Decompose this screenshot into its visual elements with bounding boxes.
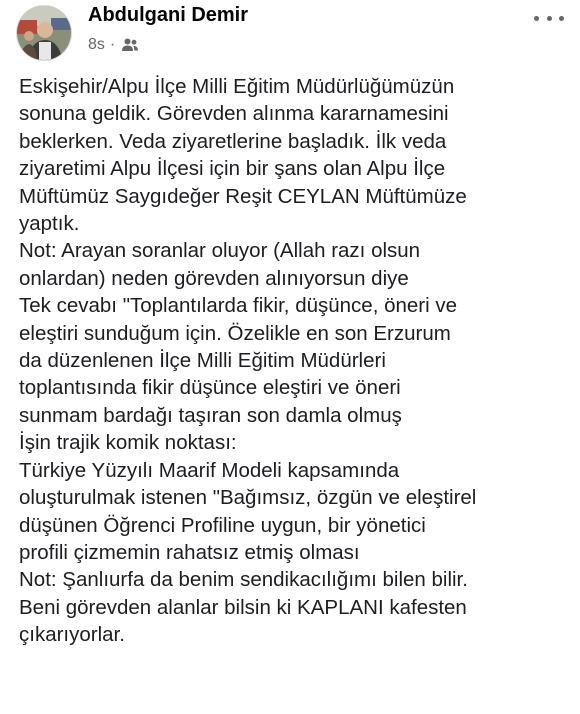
post-text-line: Not: Arayan soranlar oluyor (Allah razı olsun bbox=[19, 239, 421, 263]
post-text-line: Not: Şanlıurfa da benim sendikacılığımı bilen bilir. bbox=[19, 568, 468, 592]
more-options-dot bbox=[559, 16, 564, 21]
post-text-line: toplantısında fikir düşünce eleştiri ve öneri bbox=[19, 376, 401, 400]
post-text-line: sunmam bardağı taşıran son damla olmuş bbox=[19, 403, 402, 427]
more-options-dot bbox=[547, 16, 552, 21]
post-text-line: çıkarıyorlar. bbox=[19, 623, 125, 647]
friends-icon[interactable] bbox=[121, 37, 139, 53]
more-options-icon bbox=[534, 16, 539, 21]
post-meta bbox=[88, 34, 139, 56]
post-text-line: sonuna geldik. Görevden alınma kararnamesini bbox=[19, 102, 449, 126]
post-text-line: İşin trajik komik noktası: bbox=[19, 431, 237, 455]
post-text-line: ziyaretimi Alpu İlçesi için bir şans olan Alpu İlçe bbox=[19, 157, 446, 181]
post-text-line: Beni görevden alanlar bilsin ki KAPLANI kafesten bbox=[19, 595, 467, 619]
post-text-line: oluşturulmak istenen "Bağımsız, özgün ve eleştirel bbox=[19, 486, 477, 510]
post-text-line: onlardan) neden görevden alınıyorsun diye bbox=[19, 266, 409, 290]
post-header bbox=[0, 0, 580, 62]
post-text-line: beklerken. Veda ziyaretlerine başladık. İlk veda bbox=[19, 129, 447, 153]
post-text-line: düşünen Öğrenci Profiline uygun, bir yönetici bbox=[19, 513, 426, 537]
more-options-button[interactable] bbox=[534, 8, 564, 28]
post-body-text bbox=[19, 73, 571, 649]
post-text-line: eleştiri sunduğum için. Özelikle en son Erzurum bbox=[19, 321, 451, 345]
post-text-line: Müftümüz Saygıdeğer Reşit CEYLAN Müftümüze bbox=[19, 184, 467, 208]
post-text-line: Eskişehir/Alpu İlçe Milli Eğitim Müdürlüğümüzün bbox=[19, 75, 455, 98]
post-timestamp[interactable]: 8s bbox=[88, 36, 105, 53]
post-text-line: Türkiye Yüzyılı Maarif Modeli kapsamında bbox=[19, 458, 400, 482]
profile-photo-icon bbox=[17, 6, 72, 61]
post-text-line: yaptık. bbox=[19, 212, 80, 236]
post-text-line: da düzenlenen İlçe Milli Eğitim Müdürleri bbox=[19, 349, 386, 373]
author-avatar[interactable] bbox=[16, 5, 72, 61]
post-text-line: profili çizmemin rahatsız etmiş olması bbox=[19, 540, 360, 564]
meta-separator: · bbox=[109, 36, 116, 53]
author-name[interactable]: Abdulgani Demir bbox=[88, 4, 249, 26]
post-text-line: Tek cevabı "Toplantılarda fikir, düşünce, öneri ve bbox=[19, 294, 458, 318]
